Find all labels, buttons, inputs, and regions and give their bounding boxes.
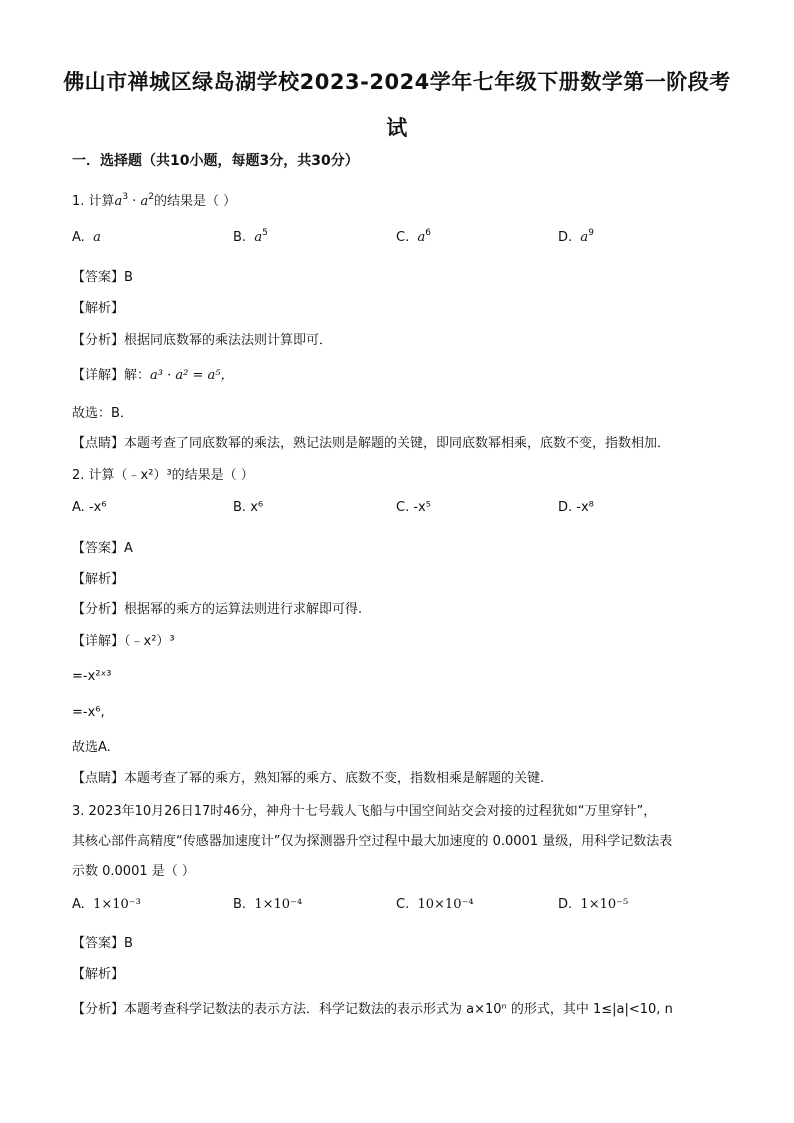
q2-option-c <box>396 500 431 515</box>
q1-option-d <box>558 230 594 245</box>
q1-detail-expr: a³ · a² = a⁵， <box>150 368 234 383</box>
question-1-stem <box>72 190 236 209</box>
question-1-suffix: 的结果是（ ） <box>153 194 237 209</box>
option-exp: 5 <box>262 228 268 238</box>
option-label: A. <box>72 500 85 515</box>
question-1-prefix: 1. 计算 <box>72 194 115 209</box>
q2-answer: 【答案】A <box>72 541 133 556</box>
q1-answer: 【答案】B <box>72 270 133 285</box>
q1-option-a <box>72 230 101 245</box>
option-label: D. <box>558 230 573 245</box>
option-label: C. <box>396 500 410 515</box>
option-text: 1×10⁻⁴ <box>254 897 303 912</box>
q1-exp-1: 3 <box>122 192 129 202</box>
option-exp: 9 <box>588 228 594 238</box>
option-label: A. <box>72 897 85 912</box>
q2-option-d <box>558 500 594 515</box>
option-label: B. <box>233 897 247 912</box>
q1-jiexi: 【解析】 <box>72 301 125 316</box>
q1-analysis: 【分析】根据同底数幂的乘法法则计算即可． <box>72 333 333 348</box>
option-text: 1×10⁻⁵ <box>580 897 629 912</box>
q1-remark: 【点睛】本题考查了同底数幂的乘法，熟记法则是解题的关键，即同底数幂相乘，底数不变，指数相加． <box>72 436 671 451</box>
option-text: -x⁸ <box>576 500 594 515</box>
option-text: -x⁵ <box>413 500 431 515</box>
q3-option-a <box>72 897 141 912</box>
q1-detail <box>72 364 233 383</box>
section-heading-choice: 一．选择题（共10小题，每题3分，共30分） <box>72 153 359 169</box>
option-base: a <box>417 230 426 245</box>
option-text: 10×10⁻⁴ <box>417 897 474 912</box>
question-3-line2: 其核心部件高精度“传感器加速度计”仅为探测器升空过程中最大加速度的 0.0001 量级，用科学记数法表 <box>72 834 673 849</box>
q1-detail-prefix: 【详解】解： <box>72 368 151 383</box>
q1-option-c <box>396 230 431 245</box>
question-3-line3: 示数 0.0001 是（ ） <box>72 864 195 879</box>
q1-base-a: a <box>114 194 123 209</box>
option-label: B. <box>233 500 247 515</box>
q1-choice: 故选：B． <box>72 406 133 421</box>
q3-option-b <box>233 897 302 912</box>
option-text: -x⁶ <box>88 500 107 515</box>
q3-option-d <box>558 897 628 912</box>
q2-option-b <box>233 500 263 515</box>
q2-option-a <box>72 500 107 515</box>
q3-jiexi: 【解析】 <box>72 967 125 982</box>
q1-exp-2: 2 <box>148 192 154 202</box>
option-base: a <box>93 230 101 245</box>
option-text: 1×10⁻³ <box>93 897 141 912</box>
q1-dot: · <box>128 194 141 209</box>
q2-step-1: =-x²ˣ³ <box>72 669 112 684</box>
option-label: D. <box>558 897 573 912</box>
option-label: D. <box>558 500 573 515</box>
option-label: B. <box>233 230 247 245</box>
q3-analysis: 【分析】本题考查科学记数法的表示方法．科学记数法的表示形式为 a×10ⁿ 的形式，其中 1≤|a|<10, n <box>72 1002 673 1017</box>
q2-detail: 【详解】（﹣x²）³ <box>72 634 175 649</box>
q1-base-b: a <box>140 194 149 209</box>
option-label: C. <box>396 897 410 912</box>
option-label: C. <box>396 230 410 245</box>
question-2-stem: 2. 计算（﹣x²）³的结果是（ ） <box>72 468 254 483</box>
q2-step-2: =-x⁶, <box>72 705 105 720</box>
q2-choice: 故选A. <box>72 740 111 755</box>
q2-analysis: 【分析】根据幂的乘方的运算法则进行求解即可得. <box>72 602 363 617</box>
option-label: A. <box>72 230 85 245</box>
q3-answer: 【答案】B <box>72 936 133 951</box>
question-3-line1: 3. 2023年10月26日17时46分，神舟十七号载人飞船与中国空间站交会对接的过程犹如“万里穿针”， <box>72 804 657 819</box>
option-exp: 6 <box>425 228 431 238</box>
option-base: a <box>254 230 263 245</box>
option-text: x⁶ <box>250 500 264 515</box>
document-title-line1: 佛山市禅城区绿岛湖学校2023-2024学年七年级下册数学第一阶段考 <box>63 70 731 94</box>
q3-option-c <box>396 897 474 912</box>
document-title-line2: 试 <box>386 116 408 140</box>
q2-jiexi: 【解析】 <box>72 572 125 587</box>
option-base: a <box>580 230 589 245</box>
q2-remark: 【点睛】本题考查了幂的乘方，熟知幂的乘方、底数不变，指数相乘是解题的关键. <box>72 771 545 786</box>
q1-option-b <box>233 230 268 245</box>
